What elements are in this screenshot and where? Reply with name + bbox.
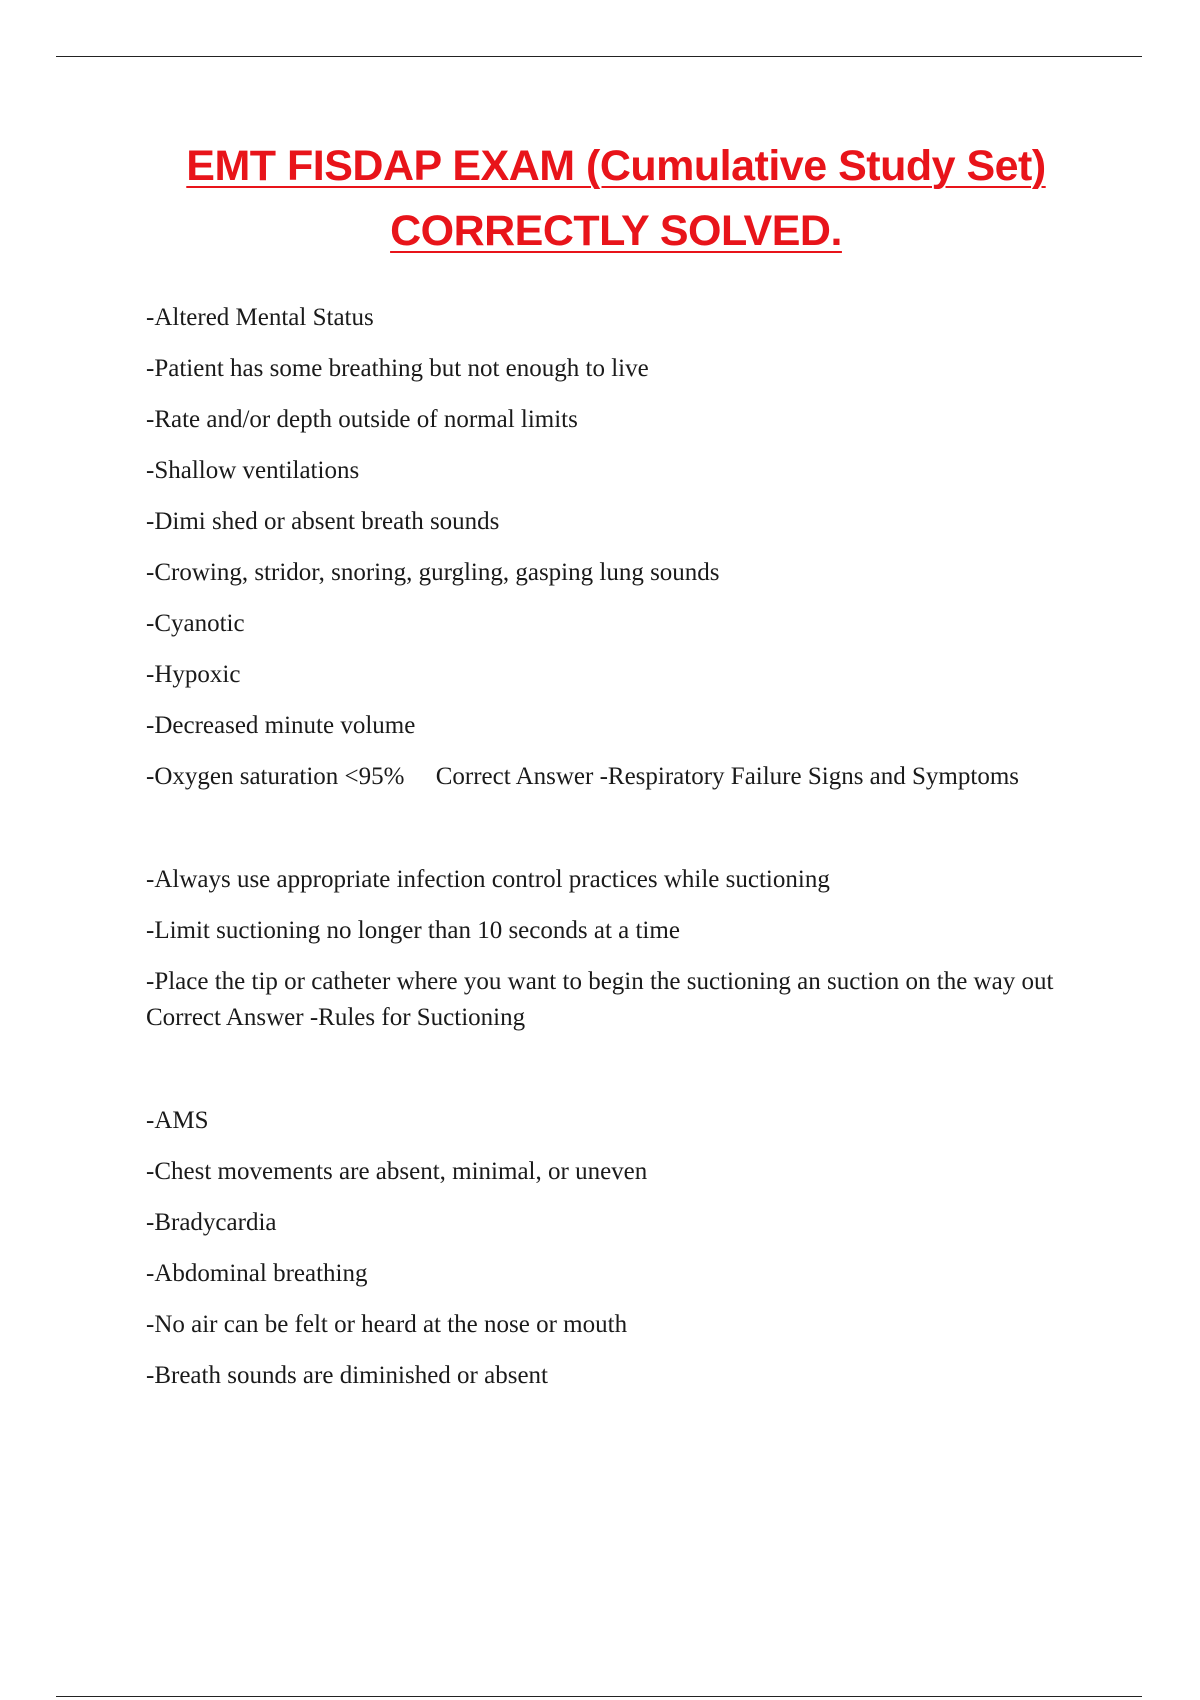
list-item: -Limit suctioning no longer than 10 seconds at a time bbox=[146, 917, 680, 944]
list-item: -Rate and/or depth outside of normal limits bbox=[146, 406, 578, 433]
list-item: -Chest movements are absent, minimal, or uneven bbox=[146, 1158, 648, 1185]
list-item: -Hypoxic bbox=[146, 661, 241, 688]
list-item: -Breath sounds are diminished or absent bbox=[146, 1362, 548, 1389]
title-line-2: CORRECTLY SOLVED. bbox=[390, 207, 842, 255]
bottom-rule bbox=[56, 1696, 1142, 1697]
list-item: -Cyanotic bbox=[146, 610, 245, 637]
answer-item: -Oxygen saturation <95% Correct Answer -Respiratory Failure Signs and Symptoms bbox=[146, 763, 1019, 790]
list-item: -Shallow ventilations bbox=[146, 457, 360, 484]
list-item: -Bradycardia bbox=[146, 1209, 277, 1236]
title-line-1: EMT FISDAP EXAM (Cumulative Study Set) bbox=[186, 142, 1046, 190]
list-item: -Always use appropriate infection control practices while suctioning bbox=[146, 866, 830, 893]
document-body bbox=[146, 300, 1085, 1409]
list-item: -Patient has some breathing but not enough to live bbox=[146, 355, 649, 382]
top-rule bbox=[56, 56, 1142, 57]
answer-item: -Place the tip or catheter where you want to begin the suctioning an suction on the way out Correct Answer -Rules for Suctioning bbox=[146, 968, 1085, 1031]
list-item: -Crowing, stridor, snoring, gurgling, gasping lung sounds bbox=[146, 559, 720, 586]
list-item: -Decreased minute volume bbox=[146, 712, 416, 739]
section-spacer bbox=[146, 810, 1076, 862]
list-item: -Abdominal breathing bbox=[146, 1260, 368, 1287]
list-item: -No air can be felt or heard at the nose or mouth bbox=[146, 1311, 628, 1338]
section-suctioning-rules bbox=[146, 862, 1085, 1036]
list-item: -Dimi shed or absent breath sounds bbox=[146, 508, 500, 535]
document-title bbox=[0, 142, 1200, 275]
list-item: -Altered Mental Status bbox=[146, 304, 374, 331]
section-spacer bbox=[146, 1051, 1076, 1103]
section-inadequate-breathing bbox=[146, 1103, 1076, 1394]
list-item: -AMS bbox=[146, 1107, 209, 1134]
section-respiratory-failure bbox=[146, 300, 1076, 795]
